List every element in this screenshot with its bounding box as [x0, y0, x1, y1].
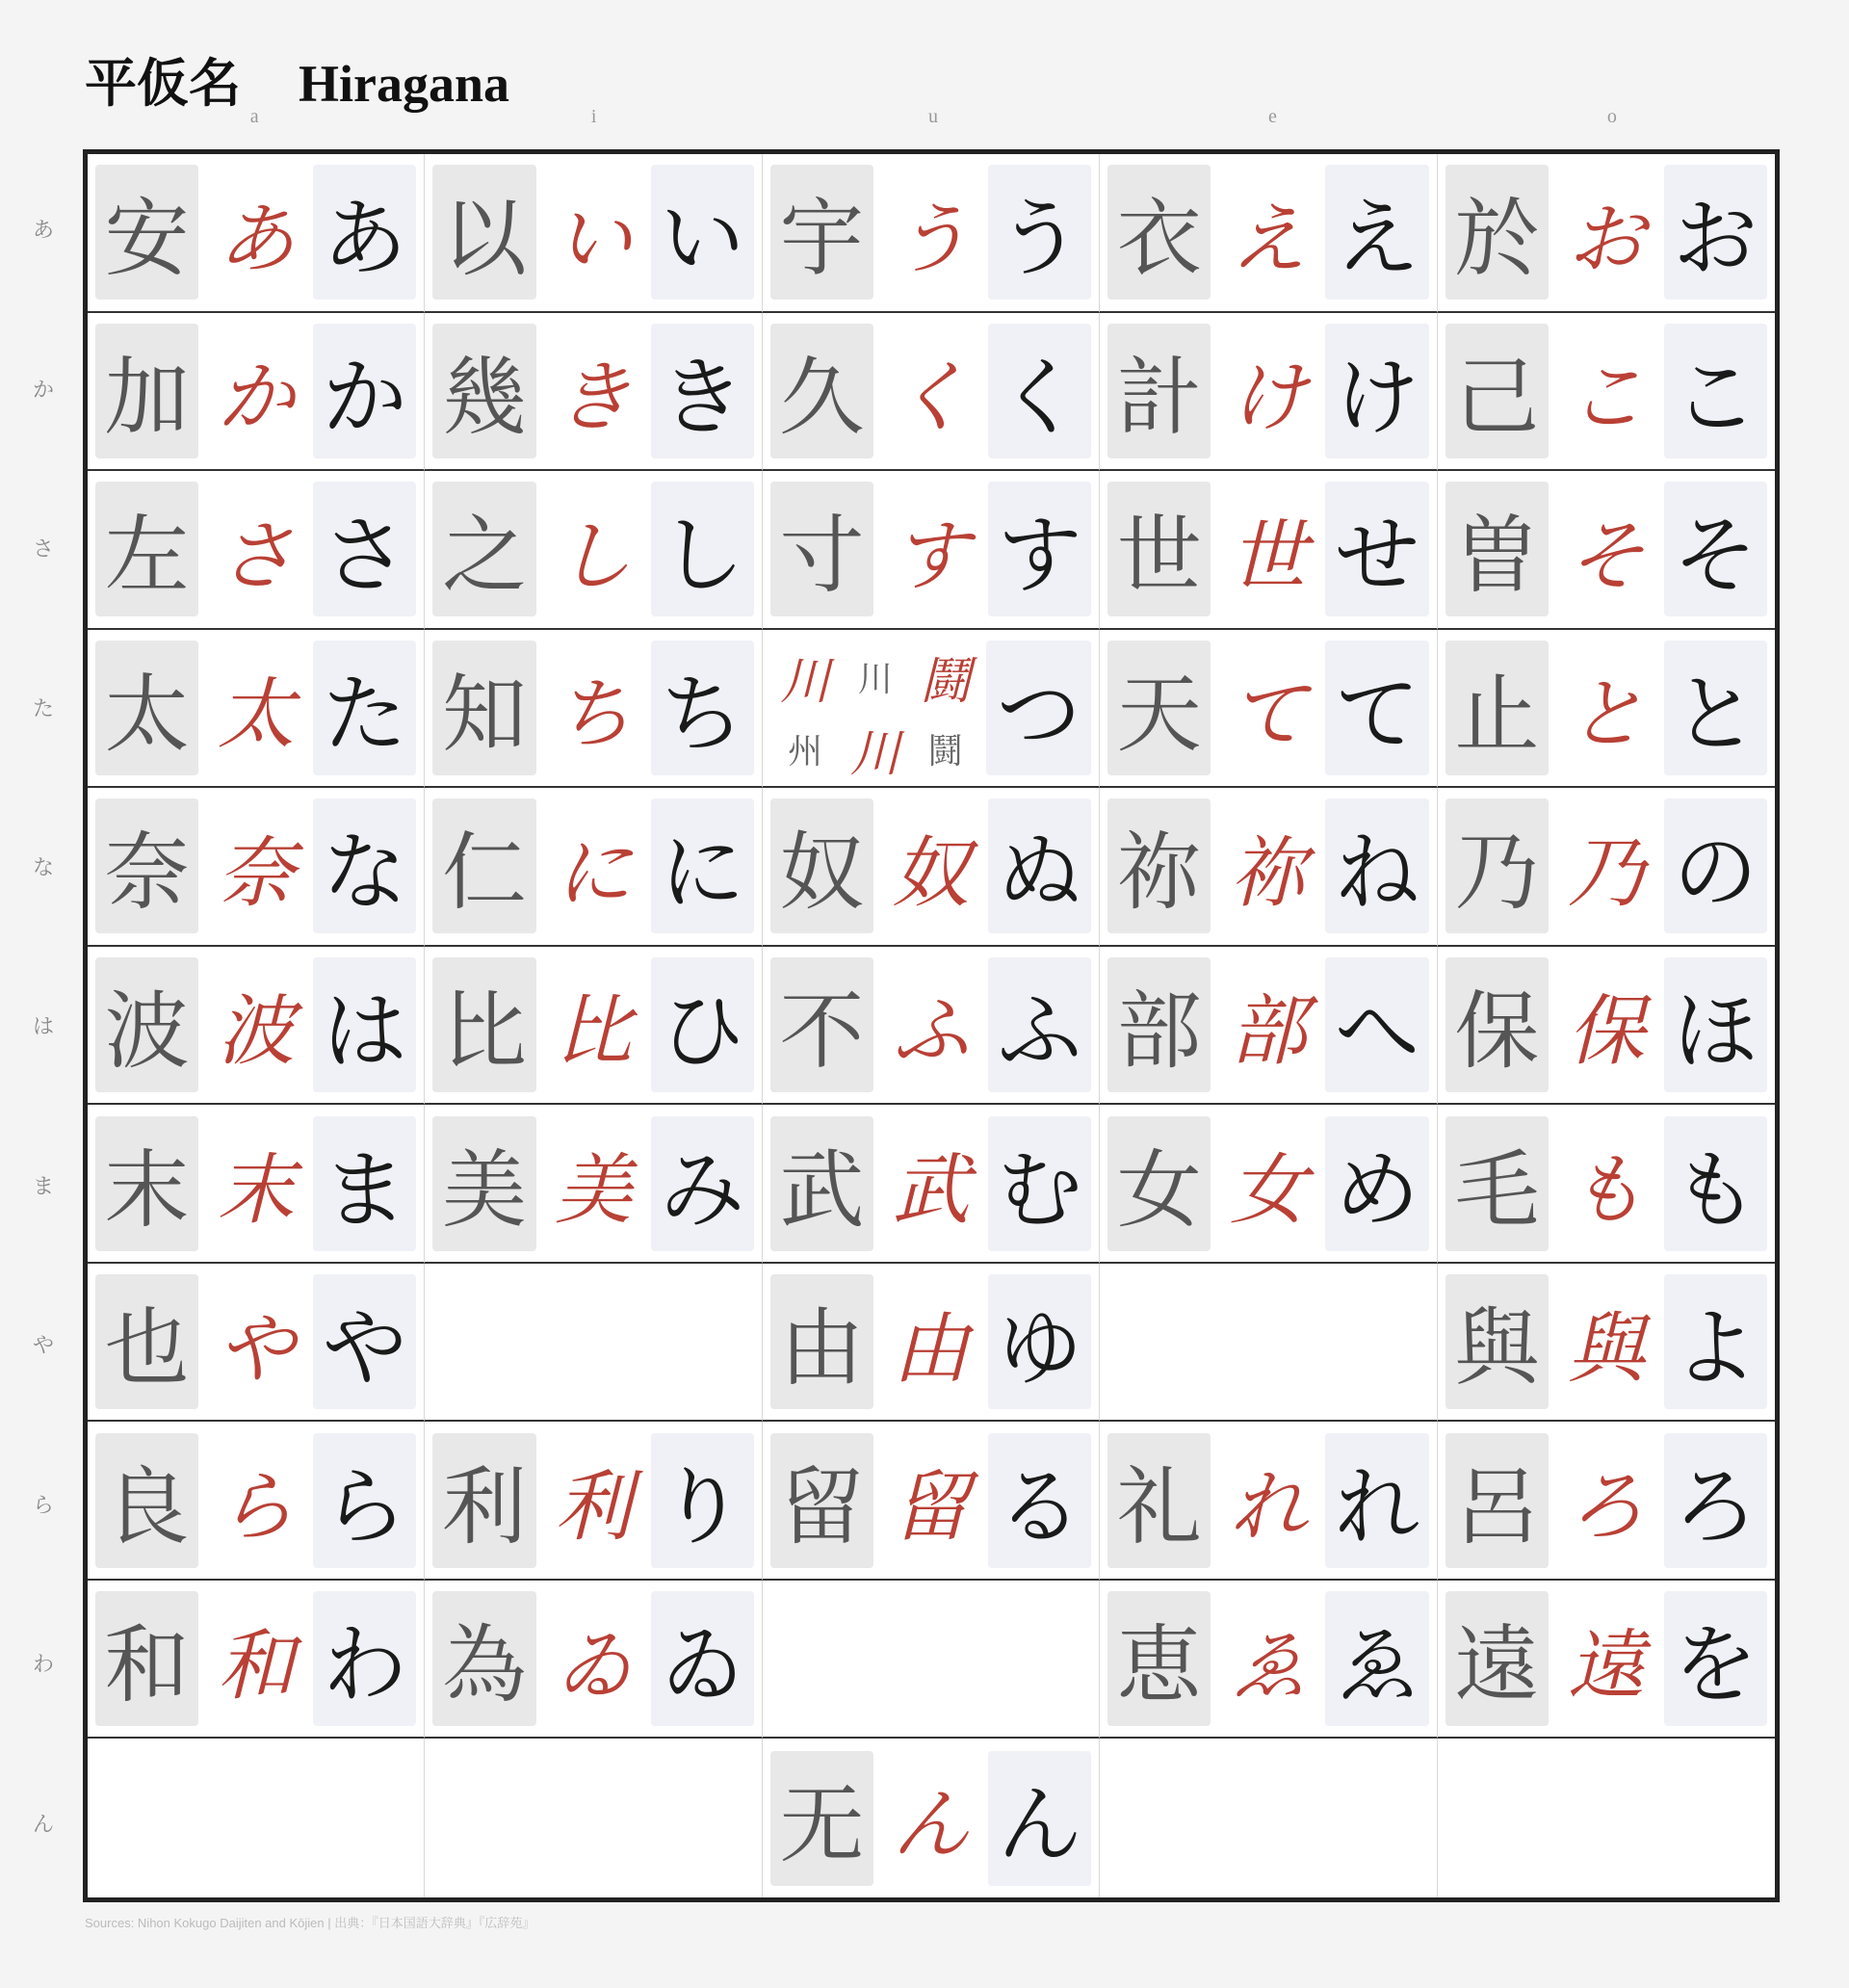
row-header: さ [32, 537, 54, 562]
kana-cell [763, 1264, 1100, 1423]
kana-cell [1100, 788, 1437, 947]
title-latin: Hiragana [299, 55, 510, 113]
kana-cell [763, 788, 1100, 947]
kana-cell [1100, 1422, 1437, 1581]
hiragana-glyph: つ [986, 641, 1091, 775]
kana-cell [425, 1581, 762, 1740]
source-kanji: 衣 [1107, 165, 1211, 300]
source-kanji: 之 [432, 482, 535, 616]
tsu-variant-glyph: 川 [780, 652, 831, 711]
source-kanji: 太 [95, 641, 198, 775]
row-header: か [32, 378, 54, 403]
source-kanji: 加 [95, 324, 198, 458]
row-header: あ [32, 219, 54, 244]
source-kanji: 呂 [1445, 1433, 1549, 1568]
hiragana-glyph: み [651, 1116, 754, 1251]
kana-cell [88, 1105, 425, 1264]
row-header: な [32, 856, 54, 881]
hiragana-glyph: す [988, 482, 1091, 616]
cursive-form: 武 [892, 1149, 970, 1235]
cursive-form: さ [217, 514, 295, 600]
source-kanji: 於 [1445, 165, 1549, 300]
source-kanji: 恵 [1107, 1591, 1211, 1726]
tsu-variant-glyph: 川 [857, 659, 893, 699]
hiragana-glyph: て [1325, 641, 1428, 775]
hiragana-grid [83, 149, 1780, 1902]
kana-cell [88, 313, 425, 472]
hiragana-glyph: ふ [988, 957, 1091, 1092]
source-kanji: 不 [770, 957, 873, 1092]
source-kanji: 知 [432, 641, 535, 775]
cursive-form: 比 [555, 990, 633, 1076]
kana-cell [425, 1264, 762, 1423]
hiragana-glyph: さ [313, 482, 416, 616]
hiragana-glyph: ほ [1664, 957, 1767, 1092]
row-header: ん [32, 1812, 54, 1837]
cursive-form: も [1567, 1149, 1645, 1235]
source-kanji: 部 [1107, 957, 1211, 1092]
kana-cell [88, 1264, 425, 1423]
row-header: わ [32, 1653, 54, 1678]
source-kanji: 遠 [1445, 1591, 1549, 1726]
hiragana-glyph: へ [1325, 957, 1428, 1092]
hiragana-glyph: を [1664, 1591, 1767, 1726]
hiragana-glyph: り [651, 1433, 754, 1568]
cursive-form: ち [555, 673, 633, 759]
cursive-form: 和 [217, 1624, 295, 1710]
kana-cell [1438, 788, 1775, 947]
kana-cell [88, 1422, 425, 1581]
source-kanji: 无 [770, 1751, 873, 1886]
cursive-form: ん [892, 1784, 970, 1870]
kana-cell [763, 154, 1100, 313]
cursive-form: 乃 [1567, 831, 1645, 917]
kana-cell [88, 1581, 425, 1740]
source-kanji: 美 [432, 1116, 535, 1251]
hiragana-glyph: ひ [651, 957, 754, 1092]
cursive-form: て [1229, 673, 1307, 759]
cursive-form: け [1229, 356, 1307, 442]
hiragana-glyph: ら [313, 1433, 416, 1568]
kana-cell [425, 1105, 762, 1264]
kana-cell [1438, 630, 1775, 789]
source-kanji: 末 [95, 1116, 198, 1251]
cursive-form: ふ [892, 990, 970, 1076]
row-header: ら [32, 1493, 54, 1518]
hiragana-glyph: ち [651, 641, 754, 775]
kana-cell [763, 313, 1100, 472]
tsu-variant-glyph: 川 [849, 724, 900, 783]
hiragana-glyph: や [313, 1274, 416, 1409]
kana-cell [425, 1739, 762, 1897]
source-kanji: 利 [432, 1433, 535, 1568]
cursive-form: 留 [892, 1466, 970, 1552]
hiragana-glyph: う [988, 165, 1091, 300]
source-kanji: 祢 [1107, 798, 1211, 933]
source-kanji: 也 [95, 1274, 198, 1409]
source-kanji: 仁 [432, 798, 535, 933]
cursive-form: ろ [1567, 1466, 1645, 1552]
cursive-form: お [1567, 197, 1645, 283]
hiragana-glyph: る [988, 1433, 1091, 1568]
source-kanji: 宇 [770, 165, 873, 300]
cursive-form: 遠 [1567, 1624, 1645, 1710]
kana-cell [763, 1422, 1100, 1581]
hiragana-glyph: ね [1325, 798, 1428, 933]
source-kanji: 幾 [432, 324, 535, 458]
hiragana-glyph: か [313, 324, 416, 458]
hiragana-glyph: れ [1325, 1433, 1428, 1568]
kana-cell [425, 154, 762, 313]
source-kanji: 計 [1107, 324, 1211, 458]
column-header-e: e [1267, 106, 1277, 127]
hiragana-glyph: け [1325, 324, 1428, 458]
source-kanji: 波 [95, 957, 198, 1092]
kana-cell [1438, 1739, 1775, 1897]
hiragana-glyph: え [1325, 165, 1428, 300]
cursive-form: 保 [1567, 990, 1645, 1076]
kana-cell [1100, 1581, 1437, 1740]
tsu-variant-glyph: 鬪 [920, 652, 971, 711]
column-header-o: o [1606, 106, 1617, 127]
hiragana-glyph: そ [1664, 482, 1767, 616]
kana-cell [1100, 947, 1437, 1106]
source-kanji: 左 [95, 482, 198, 616]
hiragana-glyph: い [651, 165, 754, 300]
cursive-form: え [1229, 197, 1307, 283]
kana-cell [1438, 947, 1775, 1106]
cursive-form: 末 [217, 1149, 295, 1235]
kana-cell [1100, 313, 1437, 472]
source-kanji: 奈 [95, 798, 198, 933]
source-kanji: 奴 [770, 798, 873, 933]
cursive-form: 太 [217, 673, 295, 759]
hiragana-glyph: は [313, 957, 416, 1092]
kana-cell [1438, 1581, 1775, 1740]
kana-cell [763, 630, 1100, 789]
hiragana-glyph: き [651, 324, 754, 458]
kana-cell [1100, 630, 1437, 789]
column-header-a: a [249, 106, 259, 127]
cursive-form: く [892, 356, 970, 442]
hiragana-glyph: ろ [1664, 1433, 1767, 1568]
kana-cell [88, 947, 425, 1106]
hiragana-glyph: ぬ [988, 798, 1091, 933]
hiragana-glyph: の [1664, 798, 1767, 933]
kana-cell [763, 1739, 1100, 1897]
source-kanji: 比 [432, 957, 535, 1092]
source-kanji: 武 [770, 1116, 873, 1251]
cursive-form: や [217, 1307, 295, 1393]
source-kanji: 礼 [1107, 1433, 1211, 1568]
row-headers [19, 149, 67, 1902]
hiragana-glyph: よ [1664, 1274, 1767, 1409]
hiragana-glyph: ま [313, 1116, 416, 1251]
sources-footer: Sources: Nihon Kokugo Daijiten and Kōjien | 出典：『日本国語大辞典』『広辞苑』 [85, 1916, 535, 1930]
kana-cell [425, 1422, 762, 1581]
cursive-form: 世 [1229, 514, 1307, 600]
source-kanji: 止 [1445, 641, 1549, 775]
source-kanji: 久 [770, 324, 873, 458]
hiragana-glyph: せ [1325, 482, 1428, 616]
hiragana-glyph: お [1664, 165, 1767, 300]
hiragana-glyph: め [1325, 1116, 1428, 1251]
cursive-form: に [555, 831, 633, 917]
row-header: は [32, 1015, 54, 1040]
column-headers [85, 106, 1782, 135]
kana-cell [1100, 471, 1437, 630]
kana-cell [763, 1105, 1100, 1264]
source-kanji: 毛 [1445, 1116, 1549, 1251]
kana-cell [425, 471, 762, 630]
hiragana-glyph: た [313, 641, 416, 775]
kana-cell [1438, 1422, 1775, 1581]
cursive-form: 部 [1229, 990, 1307, 1076]
cursive-form: ゐ [555, 1624, 633, 1710]
hiragana-glyph: な [313, 798, 416, 933]
kana-cell [1438, 313, 1775, 472]
cursive-form: ら [217, 1466, 295, 1552]
hiragana-glyph: と [1664, 641, 1767, 775]
row-header: や [32, 1334, 54, 1359]
kana-cell [88, 1739, 425, 1897]
source-kanji: 曽 [1445, 482, 1549, 616]
column-header-u: u [928, 106, 939, 127]
row-header: ま [32, 1174, 54, 1199]
cursive-form: 利 [555, 1466, 633, 1552]
tsu-variant-group [770, 641, 980, 783]
kana-cell [763, 947, 1100, 1106]
row-header: た [32, 696, 54, 721]
kana-cell [1100, 1264, 1437, 1423]
kana-cell [1100, 1105, 1437, 1264]
hiragana-glyph: こ [1664, 324, 1767, 458]
hiragana-glyph: あ [313, 165, 416, 300]
column-header-i: i [590, 106, 597, 127]
source-kanji: 天 [1107, 641, 1211, 775]
kana-cell [1438, 154, 1775, 313]
cursive-form: ゑ [1229, 1624, 1307, 1710]
source-kanji: 留 [770, 1433, 873, 1568]
cursive-form: 奈 [217, 831, 295, 917]
cursive-form: し [555, 514, 633, 600]
source-kanji: 由 [770, 1274, 873, 1409]
kana-cell [425, 313, 762, 472]
cursive-form: 女 [1229, 1149, 1307, 1235]
hiragana-glyph: む [988, 1116, 1091, 1251]
hiragana-glyph: ゑ [1325, 1591, 1428, 1726]
source-kanji: 與 [1445, 1274, 1549, 1409]
source-kanji: 寸 [770, 482, 873, 616]
cursive-form: か [217, 356, 295, 442]
kana-cell [1438, 1105, 1775, 1264]
cursive-form: 美 [555, 1149, 633, 1235]
tsu-variant-glyph: 州 [788, 731, 823, 772]
cursive-form: い [555, 197, 633, 283]
title-kanji: 平仮名 [85, 52, 241, 114]
source-kanji: 為 [432, 1591, 535, 1726]
cursive-form: 與 [1567, 1307, 1645, 1393]
kana-cell [425, 788, 762, 947]
cursive-form: 由 [892, 1307, 970, 1393]
source-kanji: 保 [1445, 957, 1549, 1092]
hiragana-glyph: し [651, 482, 754, 616]
kana-cell [1100, 154, 1437, 313]
hiragana-glyph: わ [313, 1591, 416, 1726]
source-kanji: 以 [432, 165, 535, 300]
hiragana-glyph: ゆ [988, 1274, 1091, 1409]
source-kanji: 乃 [1445, 798, 1549, 933]
kana-cell [88, 471, 425, 630]
cursive-form: れ [1229, 1466, 1307, 1552]
cursive-form: 祢 [1229, 831, 1307, 917]
kana-cell [88, 630, 425, 789]
kana-cell [1438, 1264, 1775, 1423]
cursive-form: き [555, 356, 633, 442]
source-kanji: 良 [95, 1433, 198, 1568]
kana-cell [763, 471, 1100, 630]
kana-cell [425, 947, 762, 1106]
kana-cell [88, 154, 425, 313]
cursive-form: こ [1567, 356, 1645, 442]
hiragana-glyph: も [1664, 1116, 1767, 1251]
hiragana-glyph: く [988, 324, 1091, 458]
cursive-form: あ [217, 197, 295, 283]
tsu-variant-glyph: 鬪 [927, 731, 963, 772]
source-kanji: 己 [1445, 324, 1549, 458]
cursive-form: す [892, 514, 970, 600]
source-kanji: 女 [1107, 1116, 1211, 1251]
kana-cell [1100, 1739, 1437, 1897]
hiragana-glyph: に [651, 798, 754, 933]
cursive-form: う [892, 197, 970, 283]
hiragana-glyph: ん [988, 1751, 1091, 1886]
cursive-form: と [1567, 673, 1645, 759]
cursive-form: 波 [217, 990, 295, 1076]
cursive-form: 奴 [892, 831, 970, 917]
kana-cell [425, 630, 762, 789]
source-kanji: 世 [1107, 482, 1211, 616]
kana-cell [88, 788, 425, 947]
source-kanji: 和 [95, 1591, 198, 1726]
source-kanji: 安 [95, 165, 198, 300]
kana-cell [1438, 471, 1775, 630]
kana-cell [763, 1581, 1100, 1740]
cursive-form: そ [1567, 514, 1645, 600]
hiragana-glyph: ゐ [651, 1591, 754, 1726]
